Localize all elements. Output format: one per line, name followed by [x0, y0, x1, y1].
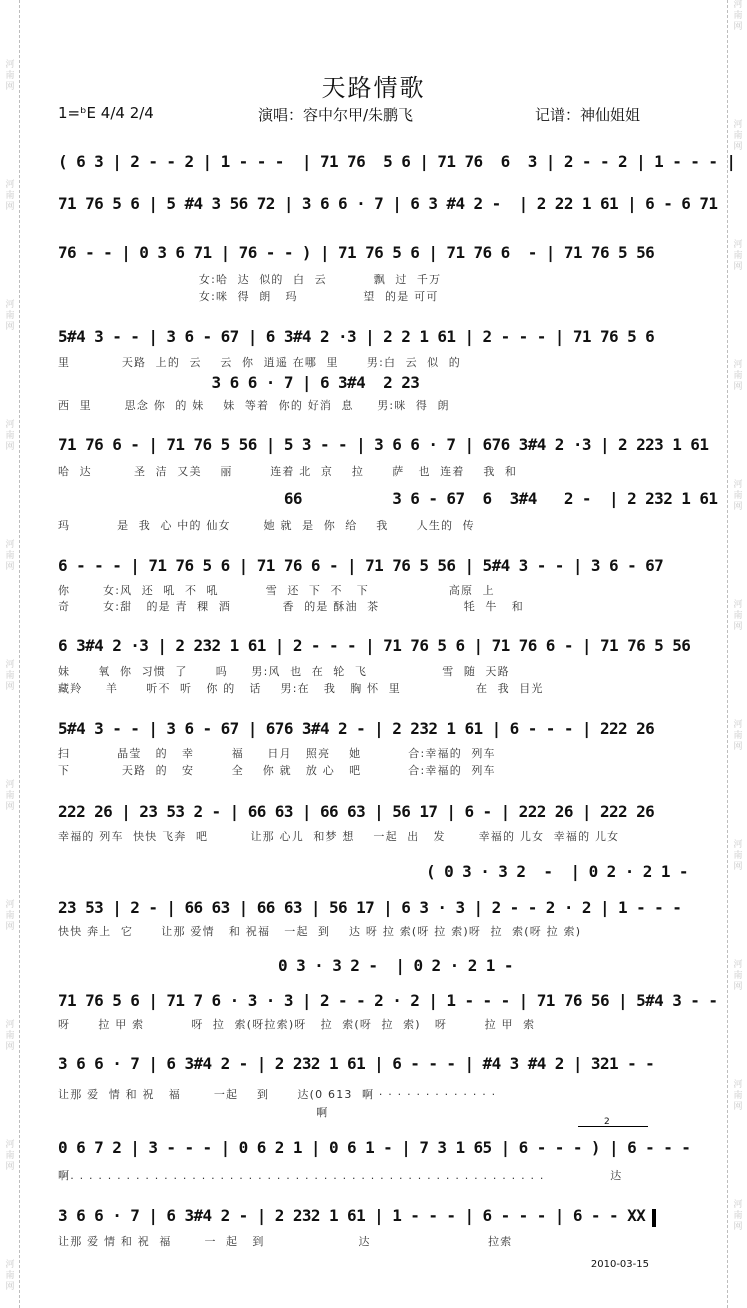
watermark: 河 南 网: [5, 780, 15, 812]
lyric-line: 你 女:风 还 吼 不 吼 雪 还 下 不 下 高原 上: [58, 584, 495, 597]
lyric-line: 奇 女:甜 的是 青 稞 酒 香 的是 酥油 茶 牦 牛 和: [58, 600, 524, 613]
watermark: 河 南 网: [5, 1020, 15, 1052]
left-margin: [0, 0, 20, 1308]
notation-line-harmony: 3 6 6 · 7 | 6 3#4 2 23: [58, 373, 420, 392]
notation-line: 0 6 7 2 | 3 - - - | 0 6 2 1 | 0 6 1 - | 7 3 1 65 | 6 - - - ) | 6 - - -: [58, 1138, 691, 1157]
lyric-line: 女:咪 得 朗 玛 望 的是 可可: [58, 290, 439, 303]
watermark: 河 南 网: [733, 240, 743, 272]
volta-number: 2: [604, 1117, 610, 1127]
volta-bracket: [578, 1126, 648, 1127]
singers: 演唱：容中尔甲/朱鹏飞: [258, 106, 414, 124]
watermark: 河 南 网: [733, 360, 743, 392]
watermark: 河 南 网: [733, 0, 743, 32]
final-barline: [652, 1209, 656, 1227]
watermark: 河 南 网: [5, 180, 15, 212]
lyric-line: 啊. . . . . . . . . . . . . . . . . . . . . . . . . . . . . . . . . . . . . . . . . . . . . . . . . . . 达: [58, 1169, 623, 1182]
lyric-line: 呀 拉 甲 索 呀 拉 索(呀拉索)呀 拉 索(呀 拉 索) 呀 拉 甲 索: [58, 1018, 536, 1031]
watermark: 河 南 网: [5, 1260, 15, 1292]
watermark: 河 南 网: [5, 540, 15, 572]
notation-line-harmony: 66 3 6 - 67 6 3#4 2 - | 2 232 1 61: [58, 489, 718, 508]
watermark: 河 南 网: [5, 1140, 15, 1172]
lyric-line: 里 天路 上的 云 云 你 逍遥 在哪 里 男:白 云 似 的: [58, 356, 461, 369]
lyric-line: 让那 爱 情 和 祝 福 一起 到 达(0 613 啊 · · · · · · · · · · · · ·: [58, 1088, 497, 1101]
transcriber: 记谱：神仙姐姐: [535, 106, 641, 124]
harmony-line: ( 0 3 · 3 2 - | 0 2 · 2 1 -: [426, 862, 688, 881]
lyric-line: 下 天路 的 安 全 你 就 放 心 吧 合:幸福的 列车: [58, 764, 496, 777]
lyric-line: 幸福的 列车 快快 飞奔 吧 让那 心儿 和梦 想 一起 出 发 幸福的 儿女 幸福的 儿女: [58, 830, 620, 843]
watermark: 河 南 网: [733, 720, 743, 752]
notation-line: 3 6 6 · 7 | 6 3#4 2 - | 2 232 1 61 | 6 - - - | #4 3 #4 2 | 321 - -: [58, 1054, 655, 1073]
notation-line: ( 6 3 | 2 - - 2 | 1 - - - | 71 76 5 6 | 71 76 6 3 | 2 - - 2 | 1 - - - |: [58, 152, 736, 171]
watermark: 河 南 网: [733, 480, 743, 512]
transcription-date: 2010-03-15: [590, 1259, 649, 1270]
notation-line: 6 - - - | 71 76 5 6 | 71 76 6 - | 71 76 5 56 | 5#4 3 - - | 3 6 - 67: [58, 556, 664, 575]
watermark: 河 南 网: [733, 1080, 743, 1112]
notation-line: 71 76 5 6 | 71 7 6 · 3 · 3 | 2 - - 2 · 2 | 1 - - - | 71 76 56 | 5#4 3 - -: [58, 991, 718, 1010]
lyric-line: 哈 达 圣 洁 又美 丽 连着 北 京 拉 萨 也 连着 我 和: [58, 465, 518, 478]
notation-line: 76 - - | 0 3 6 71 | 76 - - ) | 71 76 5 6 | 71 76 6 - | 71 76 5 56: [58, 243, 655, 262]
lyric-line: 西 里 思念 你 的 妹 妹 等着 你的 好消 息 男:咪 得 朗: [58, 399, 450, 412]
lyric-line: 藏羚 羊 听不 听 你 的 话 男:在 我 胸 怀 里 在 我 目光: [58, 682, 544, 695]
watermark: 河 南 网: [733, 840, 743, 872]
lyric-line: 扫 晶莹 的 幸 福 日月 照亮 她 合:幸福的 列车: [58, 747, 496, 760]
watermark: 河 南 网: [5, 300, 15, 332]
notation-line: 5#4 3 - - | 3 6 - 67 | 6 3#4 2 ·3 | 2 2 1 61 | 2 - - - | 71 76 5 6: [58, 327, 655, 346]
notation-line: 71 76 6 - | 71 76 5 56 | 5 3 - - | 3 6 6 · 7 | 676 3#4 2 ·3 | 2 223 1 61: [58, 435, 709, 454]
notation-line: 6 3#4 2 ·3 | 2 232 1 61 | 2 - - - | 71 76 5 6 | 71 76 6 - | 71 76 5 56: [58, 636, 691, 655]
lyric-line: 啊: [58, 1106, 329, 1119]
notation-line: 23 53 | 2 - | 66 63 | 66 63 | 56 17 | 6 3 · 3 | 2 - - 2 · 2 | 1 - - -: [58, 898, 682, 917]
watermark: 河 南 网: [733, 600, 743, 632]
watermark: 河 南 网: [5, 900, 15, 932]
watermark: 河 南 网: [733, 960, 743, 992]
notation-line: 222 26 | 23 53 2 - | 66 63 | 66 63 | 56 17 | 6 - | 222 26 | 222 26: [58, 802, 655, 821]
harmony-line: 0 3 · 3 2 - | 0 2 · 2 1 -: [278, 956, 513, 975]
watermark: 河 南 网: [5, 420, 15, 452]
notation-line: 3 6 6 · 7 | 6 3#4 2 - | 2 232 1 61 | 1 - - - | 6 - - - | 6 - - XX: [58, 1206, 646, 1225]
lyric-line: 快快 奔上 它 让那 爱情 和 祝福 一起 到 达 呀 拉 索(呀 拉 索)呀 拉 索(呀 拉 索): [58, 925, 582, 938]
watermark: 河 南 网: [733, 120, 743, 152]
lyric-line: 女:哈 达 似的 白 云 飘 过 千万: [58, 273, 442, 286]
watermark: 河 南 网: [5, 660, 15, 692]
watermark: 河 南 网: [733, 1200, 743, 1232]
notation-line: 71 76 5 6 | 5 #4 3 56 72 | 3 6 6 · 7 | 6 3 #4 2 - | 2 22 1 61 | 6 - 6 71: [58, 194, 718, 213]
watermark: 河 南 网: [5, 60, 15, 92]
song-title: 天路情歌: [321, 74, 426, 102]
right-margin: [727, 0, 747, 1308]
key-signature: 1=ᵇE 4/4 2/4: [58, 104, 154, 122]
notation-line: 5#4 3 - - | 3 6 - 67 | 676 3#4 2 - | 2 232 1 61 | 6 - - - | 222 26: [58, 719, 655, 738]
lyric-line: 玛 是 我 心 中的 仙女 她 就 是 你 给 我 人生的 传: [58, 519, 475, 532]
lyric-line: 让那 爱 情 和 祝 福 一 起 到 达 拉索: [58, 1235, 513, 1248]
lyric-line: 妹 氧 你 习惯 了 吗 男:风 也 在 轮 飞 雪 随 天路: [58, 665, 510, 678]
